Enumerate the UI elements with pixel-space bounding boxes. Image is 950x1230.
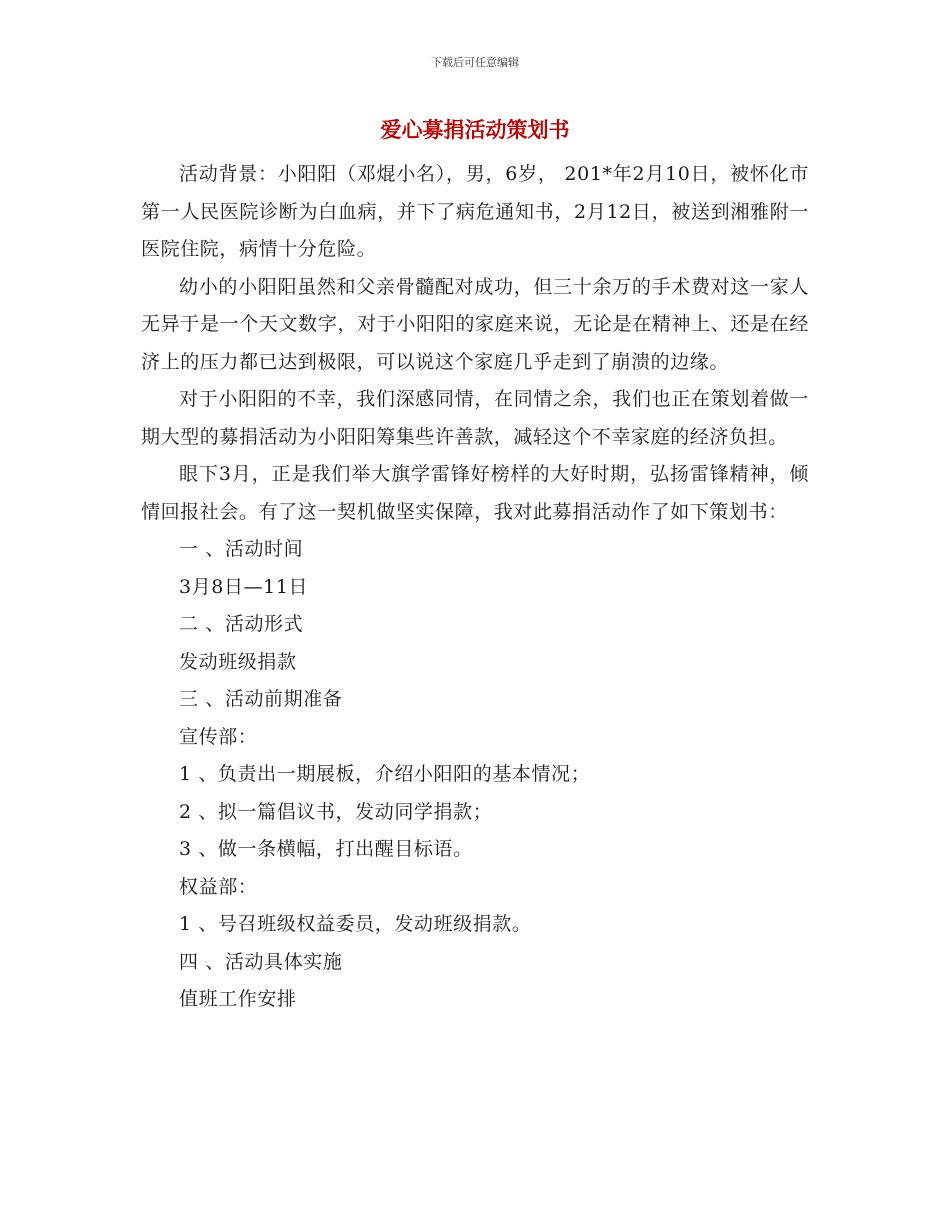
activity-time-value: 3月8日—11日 <box>179 575 309 598</box>
department-publicity: 宣传部： <box>179 725 258 748</box>
list-item: 1 、号召班级权益委员，发动班级捐款。 <box>179 913 532 935</box>
department-rights: 权益部： <box>179 875 258 898</box>
paragraph-background: 活动背景：小阳阳（邓焜小名），男，6岁， 201*年2月10日，被怀化市第一人民医院诊断为白血病，并下了病危通知书，2月12日，被送到湘雅附一医院住院，病情十分危险。 <box>141 163 809 260</box>
section-heading-time: 一 、活动时间 <box>179 538 304 560</box>
section-heading-implementation: 四 、活动具体实施 <box>179 950 343 973</box>
paragraph-occasion: 眼下3月，正是我们举大旗学雷锋好榜样的大好时期，弘扬雷锋精神，倾情回报社会。有了这一契机做坚实保障，我对此募捐活动作了如下策划书： <box>141 463 809 523</box>
header-note: 下载后可任意编辑 <box>431 56 519 69</box>
list-item: 2 、拟一篇倡议书，发动同学捐款； <box>179 800 493 823</box>
document-body <box>141 156 809 1019</box>
section-heading-form: 二 、活动形式 <box>179 613 304 635</box>
paragraph-situation: 幼小的小阳阳虽然和父亲骨髓配对成功，但三十余万的手术费对这一家人无异于是一个天文数字，对于小阳阳的家庭来说，无论是在精神上、还是在经济上的压力都已达到极限，可以说这个家庭几乎走到了崩溃的边缘。 <box>141 275 809 373</box>
section-heading-preparation: 三 、活动前期准备 <box>179 688 343 710</box>
list-item: 1 、负责出一期展板，介绍小阳阳的基本情况； <box>179 763 591 785</box>
list-item: 3 、做一条横幅，打出醒目标语。 <box>179 838 473 860</box>
duty-arrangement: 值班工作安排 <box>179 988 297 1010</box>
activity-form-value: 发动班级捐款 <box>179 650 297 673</box>
document-title: 爱心募捐活动策划书 <box>380 118 570 142</box>
paragraph-sympathy: 对于小阳阳的不幸，我们深感同情，在同情之余，我们也正在策划着做一期大型的募捐活动为小阳阳筹集些许善款，减轻这个不幸家庭的经济负担。 <box>141 388 809 448</box>
